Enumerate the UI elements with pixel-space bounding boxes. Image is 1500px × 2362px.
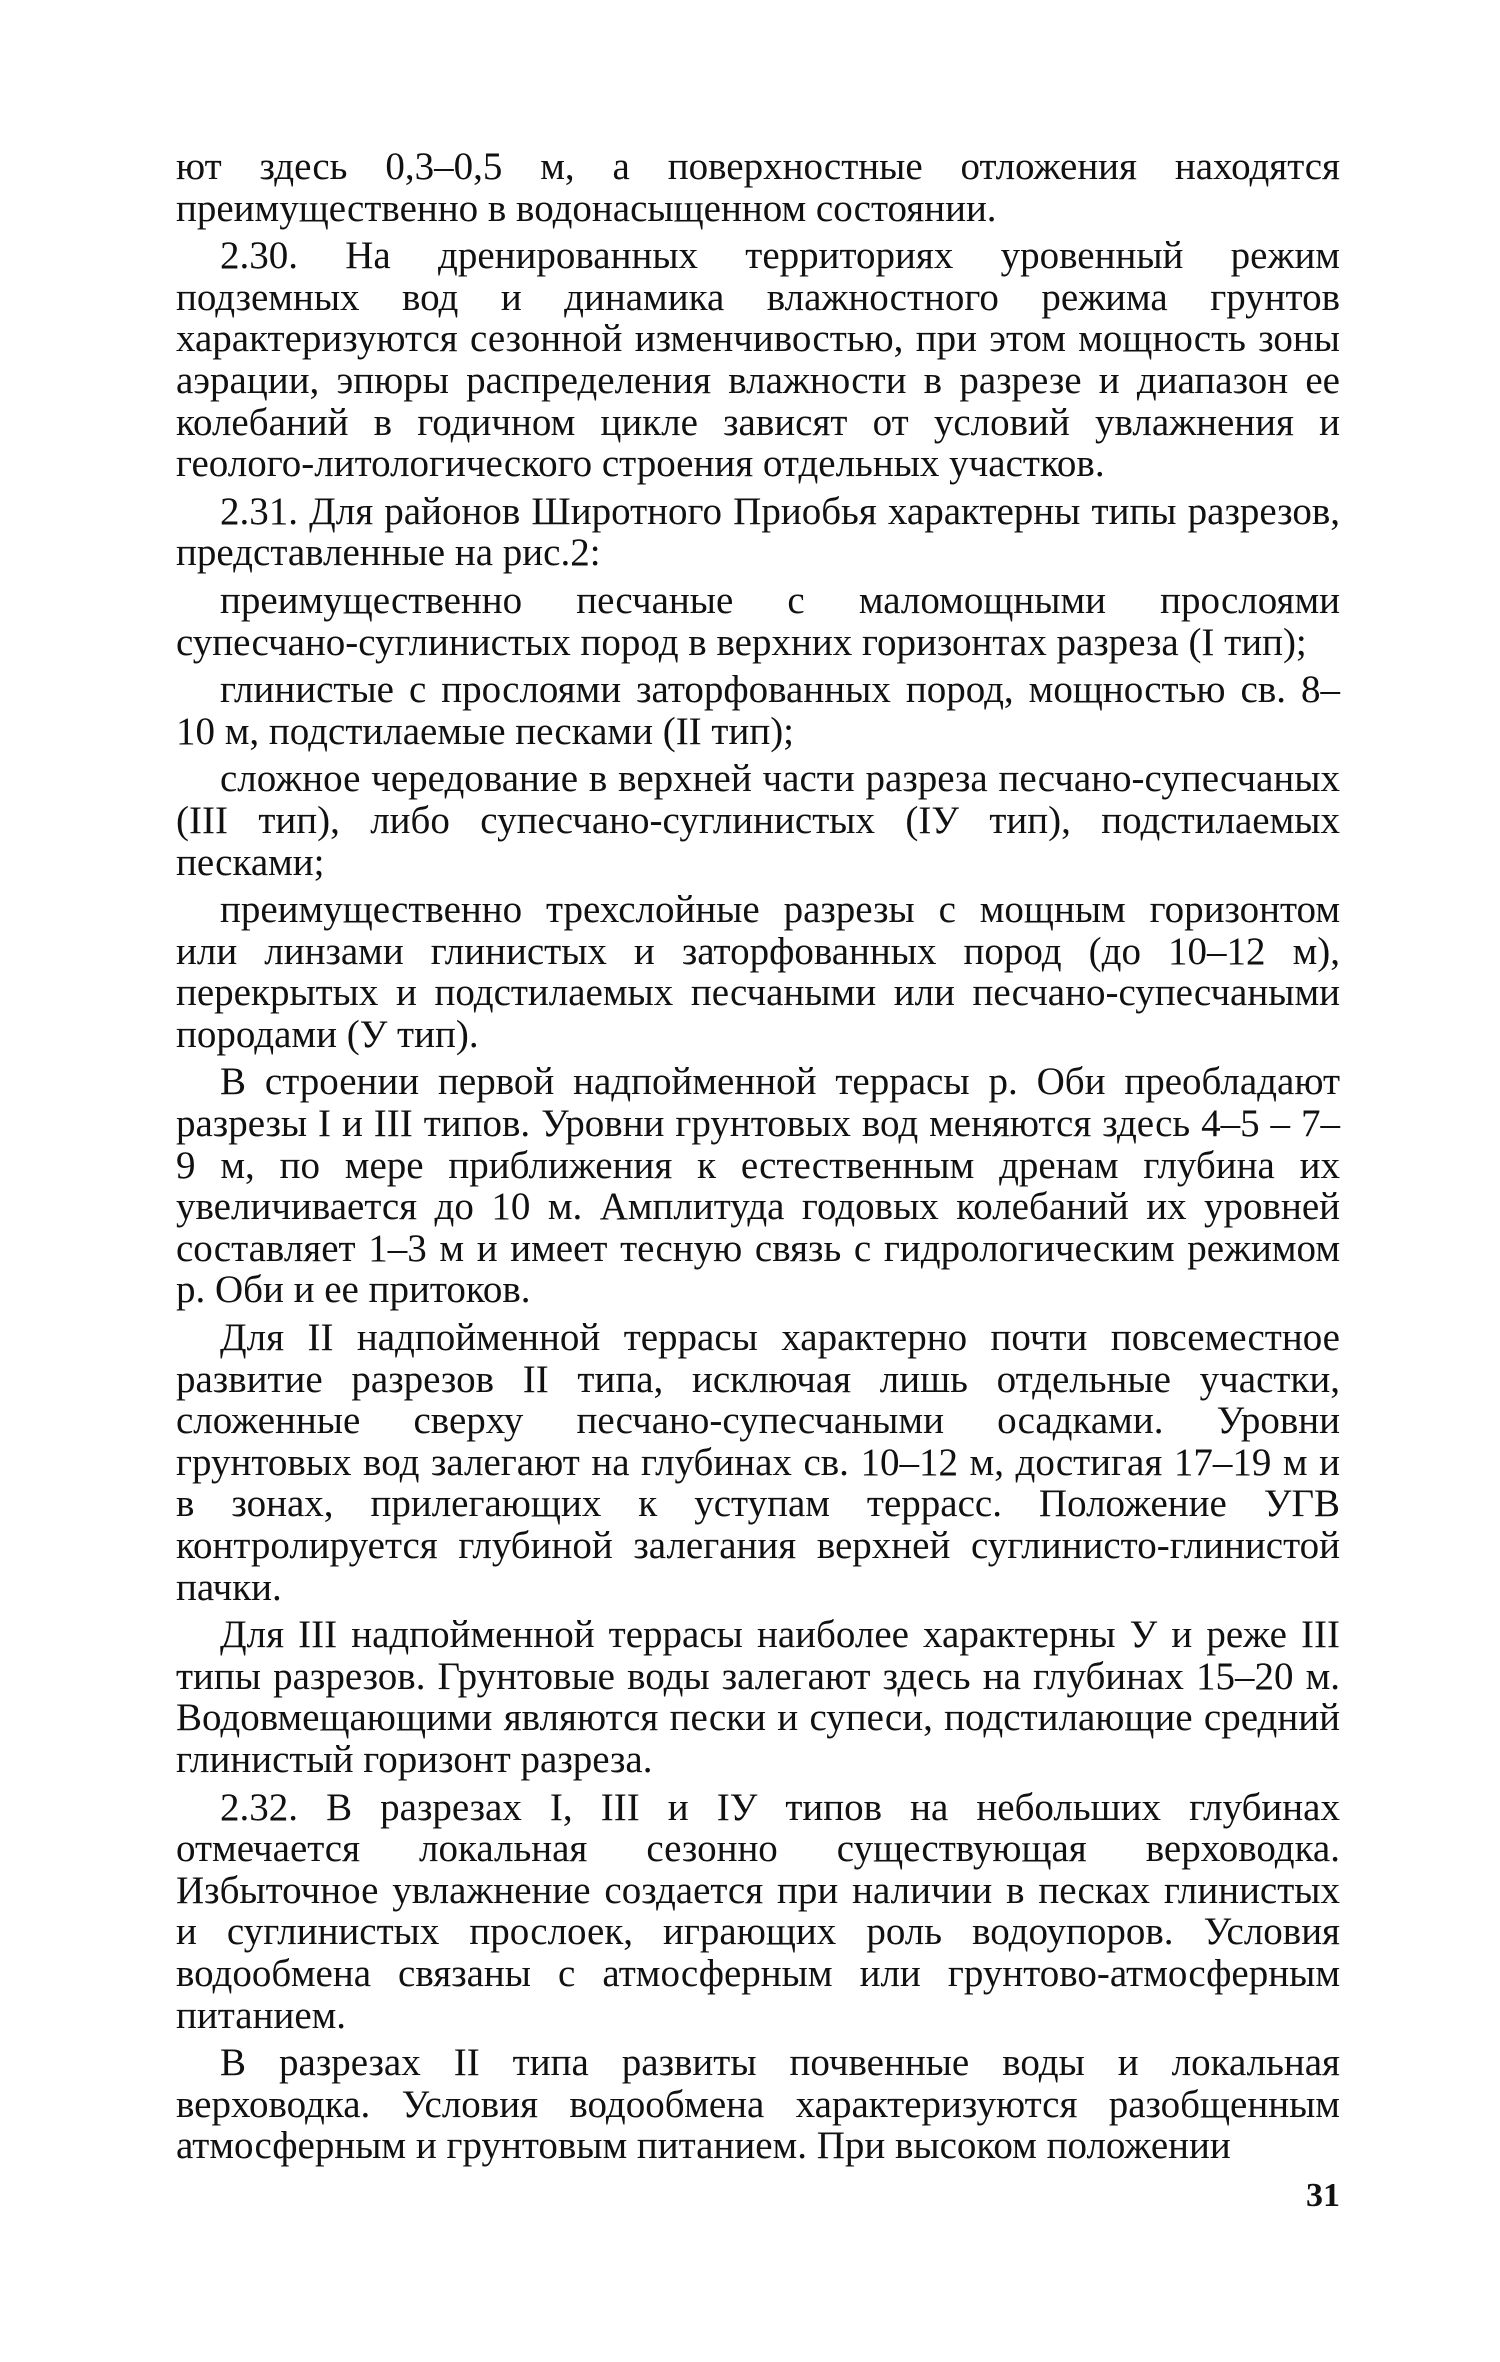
paragraph-terrace-3: Для III надпойменной террасы наиболее характерны У и реже III типы разрезов. Грунтовые воды залегают здесь на глубинах 15–20 м. Водовмещающими являются пески и супеси, подстилающие средний глинистый горизонт разреза.	[176, 1613, 1340, 1781]
list-item-type-2: глинистые с прослоями заторфованных пород, мощностью св. 8–10 м, подстилаемые песками (II тип);	[176, 668, 1340, 753]
paragraph-terrace-1: В строении первой надпойменной террасы р. Оби преобладают разрезы I и III типов. Уровни грунтовых вод меняются здесь 4–5 – 7–9 м, по мере приближения к естественным дренам глубина их увеличивается до 10 м. Амплитуда годовых колебаний их уровней составляет 1–3 м и имеет тесную связь с гидрологическим режимом р. Оби и ее притоков.	[176, 1060, 1340, 1312]
list-item-type-1: преимущественно песчаные с маломощными прослоями супесчано-суглинистых пород в верхних горизонтах разреза (I тип);	[176, 578, 1340, 664]
paragraph: ют здесь 0,3–0,5 м, а поверхностные отложения находятся преимущественно в водонасыщенном состоянии.	[176, 145, 1340, 230]
paragraph-2-31: 2.31. Для районов Широтного Приобья характерны типы разрезов, представленные на рис.2:	[176, 489, 1340, 575]
paragraph-terrace-2: Для II надпойменной террасы характерно почти повсеместное развитие разрезов II типа, исключая лишь отдельные участки, сложенные сверху песчано-супесчаными осадками. Уровни грунтовых вод залегают на глубинах св. 10–12 м, достигая 17–19 м и в зонах, прилегающих к уступам террасс. Положение УГВ контролируется глубиной залегания верхней суглинисто-глинистой пачки.	[176, 1316, 1340, 1609]
paragraph-2-30: 2.30. На дренированных территориях уровенный режим подземных вод и динамика влажностного режима грунтов характеризуются сезонной изменчивостью, при этом мощность зоны аэрации, эпюры распределения влажности в разрезе и диапазон ее колебаний в годичном цикле зависят от условий увлажнения и геолого-литологического строения отдельных участков.	[176, 234, 1340, 486]
paragraph-type-2-water: В разрезах II типа развиты почвенные воды и локальная верховодка. Условия водообмена характеризуются разобщенным атмосферным и грунтовым питанием. При высоком положении	[176, 2041, 1340, 2168]
page-number: 31	[1306, 2177, 1340, 2214]
body-text	[176, 146, 1340, 2173]
list-item-type-3-4: сложное чередование в верхней части разреза песчано-супесчаных (III тип), либо супесчано-суглинистых (IУ тип), подстилаемых песками;	[176, 757, 1340, 884]
list-item-type-5: преимущественно трехслойные разрезы с мощным горизонтом или линзами глинистых и заторфованных пород (до 10–12 м), перекрытых и подстилаемых песчаными или песчано-супесчаными породами (У тип).	[176, 888, 1340, 1056]
paragraph-2-32: 2.32. В разрезах I, III и IУ типов на небольших глубинах отмечается локальная сезонно существующая верховодка. Избыточное увлажнение создается при наличии в песках глинистых и суглинистых прослоек, играющих роль водоупоров. Условия водообмена связаны с атмосферным или грунтово-атмосферным питанием.	[176, 1785, 1340, 2037]
